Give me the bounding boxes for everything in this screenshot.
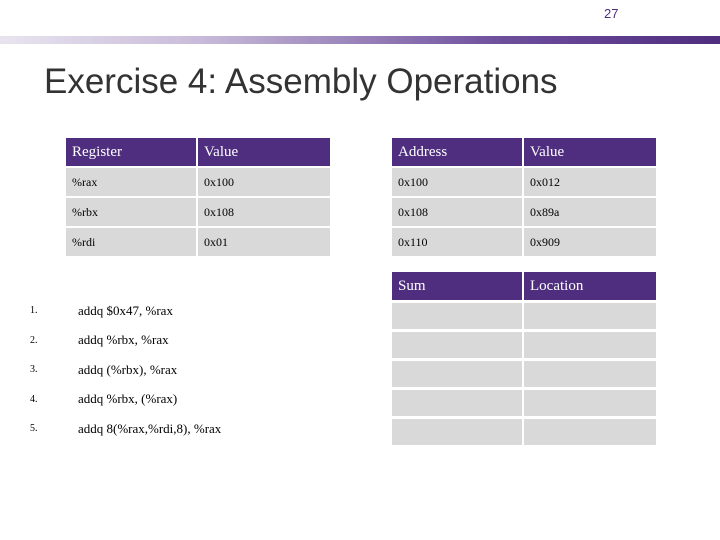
result-table [392, 270, 656, 447]
table-row [392, 302, 656, 329]
value-cell: 0x108 [196, 198, 330, 226]
register-table [66, 136, 330, 258]
table-row [66, 168, 330, 196]
item-number: 2. [30, 334, 38, 346]
table-row [392, 418, 656, 445]
sum-cell[interactable] [392, 418, 522, 445]
location-cell[interactable] [522, 418, 656, 445]
item-number: 3. [30, 364, 38, 376]
instruction-list [30, 296, 221, 444]
location-cell[interactable] [522, 302, 656, 329]
location-cell[interactable] [522, 360, 656, 387]
column-header-location: Location [522, 272, 656, 300]
value-cell: 0x01 [196, 228, 330, 256]
value-cell: 0x89a [522, 198, 656, 226]
value-cell: 0x909 [522, 228, 656, 256]
slide-title: Exercise 4: Assembly Operations [44, 62, 558, 101]
sum-cell[interactable] [392, 302, 522, 329]
table-row [392, 389, 656, 416]
table-row [392, 198, 656, 226]
register-table-header [66, 138, 330, 166]
address-cell: 0x110 [392, 228, 522, 256]
address-cell: 0x100 [392, 168, 522, 196]
table-row [392, 360, 656, 387]
table-row [392, 228, 656, 256]
memory-table-header [392, 138, 656, 166]
column-header-sum: Sum [392, 272, 522, 300]
table-row [66, 198, 330, 226]
header-rule [0, 36, 720, 44]
result-table-header [392, 272, 656, 300]
instruction-text: addq (%rbx), %rax [78, 361, 178, 377]
page-number: 27 [604, 6, 619, 21]
sum-cell[interactable] [392, 360, 522, 387]
register-cell: %rax [66, 168, 196, 196]
column-header-register: Register [66, 138, 196, 166]
table-row [392, 331, 656, 358]
value-cell: 0x100 [196, 168, 330, 196]
instruction-text: addq %rbx, (%rax) [78, 391, 178, 407]
column-header-value: Value [522, 138, 656, 166]
table-row [392, 168, 656, 196]
column-header-address: Address [392, 138, 522, 166]
list-item [30, 296, 221, 326]
location-cell[interactable] [522, 331, 656, 358]
list-item [30, 385, 221, 415]
sum-cell[interactable] [392, 389, 522, 416]
list-item [30, 326, 221, 356]
table-row [66, 228, 330, 256]
instruction-text: addq $0x47, %rax [78, 302, 173, 318]
memory-table [392, 136, 656, 258]
sum-cell[interactable] [392, 331, 522, 358]
location-cell[interactable] [522, 389, 656, 416]
register-cell: %rbx [66, 198, 196, 226]
instruction-text: addq 8(%rax,%rdi,8), %rax [78, 420, 222, 436]
column-header-value: Value [196, 138, 330, 166]
instruction-text: addq %rbx, %rax [78, 332, 169, 348]
address-cell: 0x108 [392, 198, 522, 226]
item-number: 5. [30, 423, 38, 435]
value-cell: 0x012 [522, 168, 656, 196]
item-number: 4. [30, 393, 38, 405]
item-number: 1. [30, 305, 38, 317]
register-cell: %rdi [66, 228, 196, 256]
list-item [30, 355, 221, 385]
list-item [30, 414, 221, 444]
